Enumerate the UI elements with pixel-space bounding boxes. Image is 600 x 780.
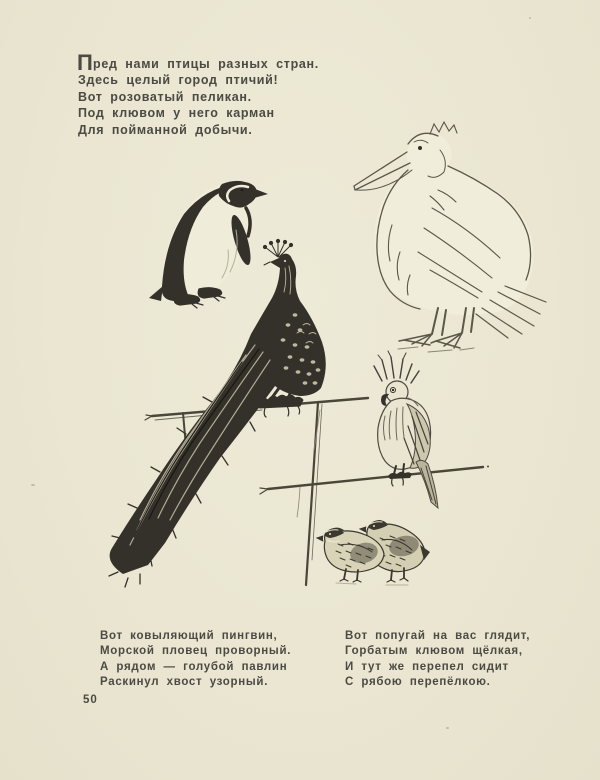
pelican-illustration bbox=[354, 122, 546, 352]
peacock-eye bbox=[284, 260, 286, 262]
page-number: 50 bbox=[83, 694, 98, 706]
drop-cap: П bbox=[77, 50, 94, 75]
right-stanza bbox=[345, 629, 530, 690]
penguin-tail bbox=[149, 286, 163, 301]
pelican-eye bbox=[418, 146, 422, 150]
quails-illustration bbox=[317, 520, 430, 585]
peacock-body-and-tail bbox=[110, 254, 326, 574]
penguin-beak bbox=[254, 189, 268, 198]
right-stanza-line-2: Горбатым клювом щёлкая, bbox=[345, 645, 523, 658]
intro-line-2: Здесь целый город птичий! bbox=[78, 73, 279, 88]
peacock-beak bbox=[264, 262, 270, 265]
right-stanza-line-3: И тут же перепел сидит bbox=[345, 660, 509, 673]
paper-fleck bbox=[31, 484, 35, 486]
intro-line-1: ред нами птицы разных стран. bbox=[93, 57, 319, 71]
paper-fleck bbox=[446, 727, 449, 729]
intro-stanza bbox=[77, 50, 319, 138]
ground-scratches bbox=[336, 583, 408, 585]
penguin-illustration bbox=[149, 181, 268, 308]
left-stanza-line-4: Раскинул хвост узорный. bbox=[100, 675, 269, 688]
right-stanza-line-1: Вот попугай на вас глядит, bbox=[345, 630, 531, 642]
peacock-feet bbox=[258, 395, 303, 417]
fence-lower-rail bbox=[268, 467, 483, 489]
pelican-feet bbox=[399, 333, 462, 348]
parrot-illustration bbox=[374, 351, 438, 508]
left-stanza-line-1: Вот ковыляющий пингвин, bbox=[100, 630, 278, 642]
right-stanza-line-4: С рябою перепёлкою. bbox=[345, 675, 491, 688]
left-stanza bbox=[100, 629, 291, 690]
pelican-crest bbox=[430, 122, 457, 134]
left-stanza-line-2: Морской пловец проворный. bbox=[100, 645, 292, 658]
parrot-crest bbox=[374, 351, 419, 383]
intro-line-5: Для пойманной добычи. bbox=[78, 122, 253, 137]
left-stanza-line-3: А рядом — голубой павлин bbox=[100, 660, 288, 673]
parrot-eye bbox=[392, 389, 394, 391]
intro-line-4: Под клювом у него карман bbox=[78, 106, 275, 121]
intro-line-3: Вот розоватый пеликан. bbox=[78, 89, 252, 104]
paper-fleck bbox=[529, 17, 531, 19]
penguin-eye bbox=[241, 189, 243, 191]
parrot-feet bbox=[388, 472, 412, 486]
